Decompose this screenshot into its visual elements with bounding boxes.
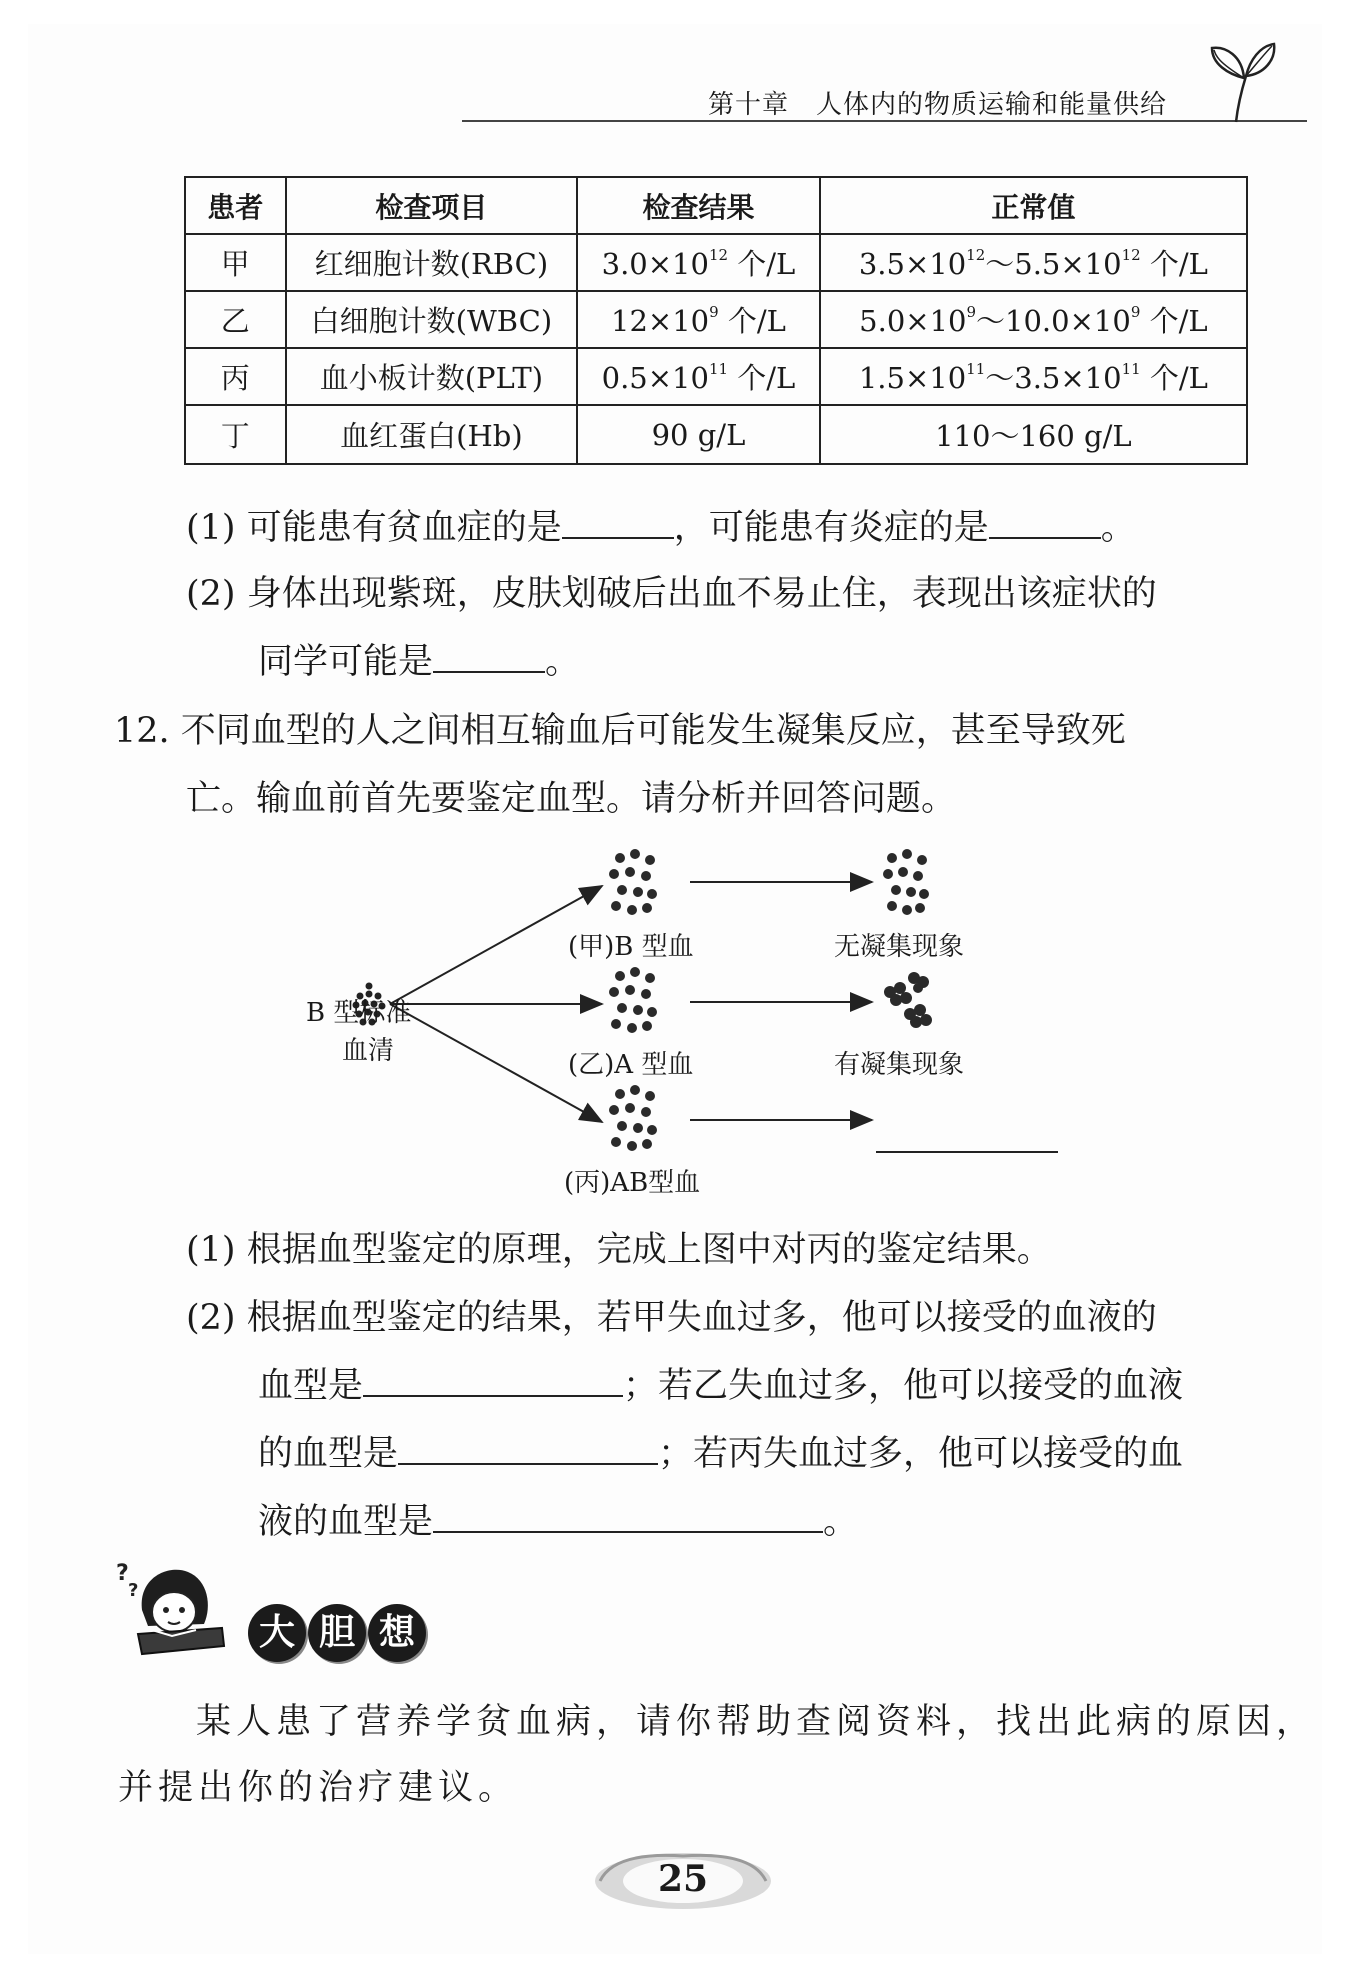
patient-cell: 甲 bbox=[185, 234, 286, 291]
q11-part1: (1) 可能患有贫血症的是 ，可能患有炎症的是 。 bbox=[186, 500, 1136, 550]
result-label-jia: 无凝集现象 bbox=[834, 932, 965, 962]
table-row bbox=[185, 291, 1247, 348]
serum-label-line1: B 型标准 bbox=[306, 998, 412, 1028]
answer-blank[interactable] bbox=[989, 503, 1101, 539]
page-number: 25 bbox=[657, 1858, 709, 1900]
result-cell: 90 g/L bbox=[577, 405, 820, 464]
item-cell: 白细胞计数(WBC) bbox=[286, 291, 578, 348]
answer-blank[interactable] bbox=[398, 1429, 658, 1465]
answer-blank[interactable] bbox=[433, 637, 545, 673]
result-cells-yi bbox=[884, 972, 932, 1028]
answer-blank[interactable] bbox=[562, 503, 674, 539]
table-header: 正常值 bbox=[820, 177, 1247, 234]
normal-cell: 110～160 g/L bbox=[820, 405, 1247, 464]
table-row bbox=[185, 348, 1247, 405]
badge-char: 大 bbox=[248, 1604, 306, 1662]
q12-part1: (1) 根据血型鉴定的原理，完成上图中对丙的鉴定结果。 bbox=[186, 1230, 1052, 1270]
q11-part2: (2) 身体出现紫斑，皮肤划破后出血不易止住，表现出该症状的 bbox=[186, 574, 1157, 614]
blood-cells-jia bbox=[609, 849, 657, 915]
thinking-student-icon bbox=[112, 1550, 232, 1662]
answer-blank[interactable] bbox=[363, 1361, 623, 1397]
leaf-icon bbox=[1198, 34, 1278, 124]
patient-cell: 丙 bbox=[185, 348, 286, 405]
item-cell: 红细胞计数(RBC) bbox=[286, 234, 578, 291]
table-header: 患者 bbox=[185, 177, 286, 234]
result-cell: $12\times 10^9$ 个/L bbox=[577, 291, 820, 348]
badge-char: 胆 bbox=[308, 1604, 366, 1662]
chapter-title: 第十章 人体内的物质运输和能量供给 bbox=[708, 90, 1168, 120]
table-row bbox=[185, 405, 1247, 464]
svg-text:?: ? bbox=[128, 1580, 139, 1601]
table-header: 检查结果 bbox=[577, 177, 820, 234]
bold-idea-text-line1: 某人患了营养学贫血病，请你帮助查阅资料，找出此病的原因， bbox=[196, 1702, 1317, 1742]
item-cell: 血红蛋白(Hb) bbox=[286, 405, 578, 464]
label-yi: (乙)A 型血 bbox=[568, 1050, 694, 1080]
result-label-yi: 有凝集现象 bbox=[834, 1050, 965, 1080]
patient-cell: 丁 bbox=[185, 405, 286, 464]
blood-cells-yi bbox=[609, 967, 657, 1033]
patient-cell: 乙 bbox=[185, 291, 286, 348]
q12-stem-line1: 12. 不同血型的人之间相互输血后可能发生凝集反应，甚至导致死 bbox=[114, 711, 1126, 751]
header-rule bbox=[462, 120, 1307, 122]
label-jia: (甲)B 型血 bbox=[568, 932, 694, 962]
q12-part2-line1: (2) 根据血型鉴定的结果，若甲失血过多，他可以接受的血液的 bbox=[186, 1298, 1157, 1338]
table-header: 检查项目 bbox=[286, 177, 578, 234]
badge-char: 想 bbox=[368, 1604, 426, 1662]
q12-part2-line2: 血型是 ；若乙失血过多，他可以接受的血液 bbox=[258, 1358, 1183, 1408]
answer-blank[interactable] bbox=[433, 1497, 823, 1533]
result-cell: $3.0\times 10^{12}$ 个/L bbox=[577, 234, 820, 291]
svg-text:?: ? bbox=[116, 1561, 129, 1586]
table-row bbox=[185, 234, 1247, 291]
blood-cells-bing bbox=[609, 1085, 657, 1151]
normal-cell: $5.0\times 10^9\sim 10.0\times 10^9$ 个/L bbox=[820, 291, 1247, 348]
q12-part2-line4: 液的血型是 。 bbox=[258, 1494, 858, 1544]
q12-stem-line2: 亡。输血前首先要鉴定血型。请分析并回答问题。 bbox=[186, 779, 957, 819]
result-cells-jia bbox=[883, 849, 929, 915]
item-cell: 血小板计数(PLT) bbox=[286, 348, 578, 405]
result-cell: $0.5\times 10^{11}$ 个/L bbox=[577, 348, 820, 405]
serum-label-line2: 血清 bbox=[342, 1036, 395, 1066]
q11-part2-cont: 同学可能是 。 bbox=[258, 634, 580, 684]
q12-part2-line3: 的血型是 ；若丙失血过多，他可以接受的血 bbox=[258, 1426, 1183, 1476]
bold-idea-text-line2: 并提出你的治疗建议。 bbox=[118, 1768, 519, 1808]
table-header-row bbox=[185, 177, 1247, 234]
label-bing: (丙)AB型血 bbox=[564, 1168, 701, 1198]
normal-cell: $3.5\times 10^{12}\sim 5.5\times 10^{12}$ 个/L bbox=[820, 234, 1247, 291]
normal-cell: $1.5\times 10^{11}\sim 3.5\times 10^{11}$ 个/L bbox=[820, 348, 1247, 405]
exam-table bbox=[184, 176, 1248, 465]
blood-typing-diagram bbox=[290, 836, 1090, 1206]
